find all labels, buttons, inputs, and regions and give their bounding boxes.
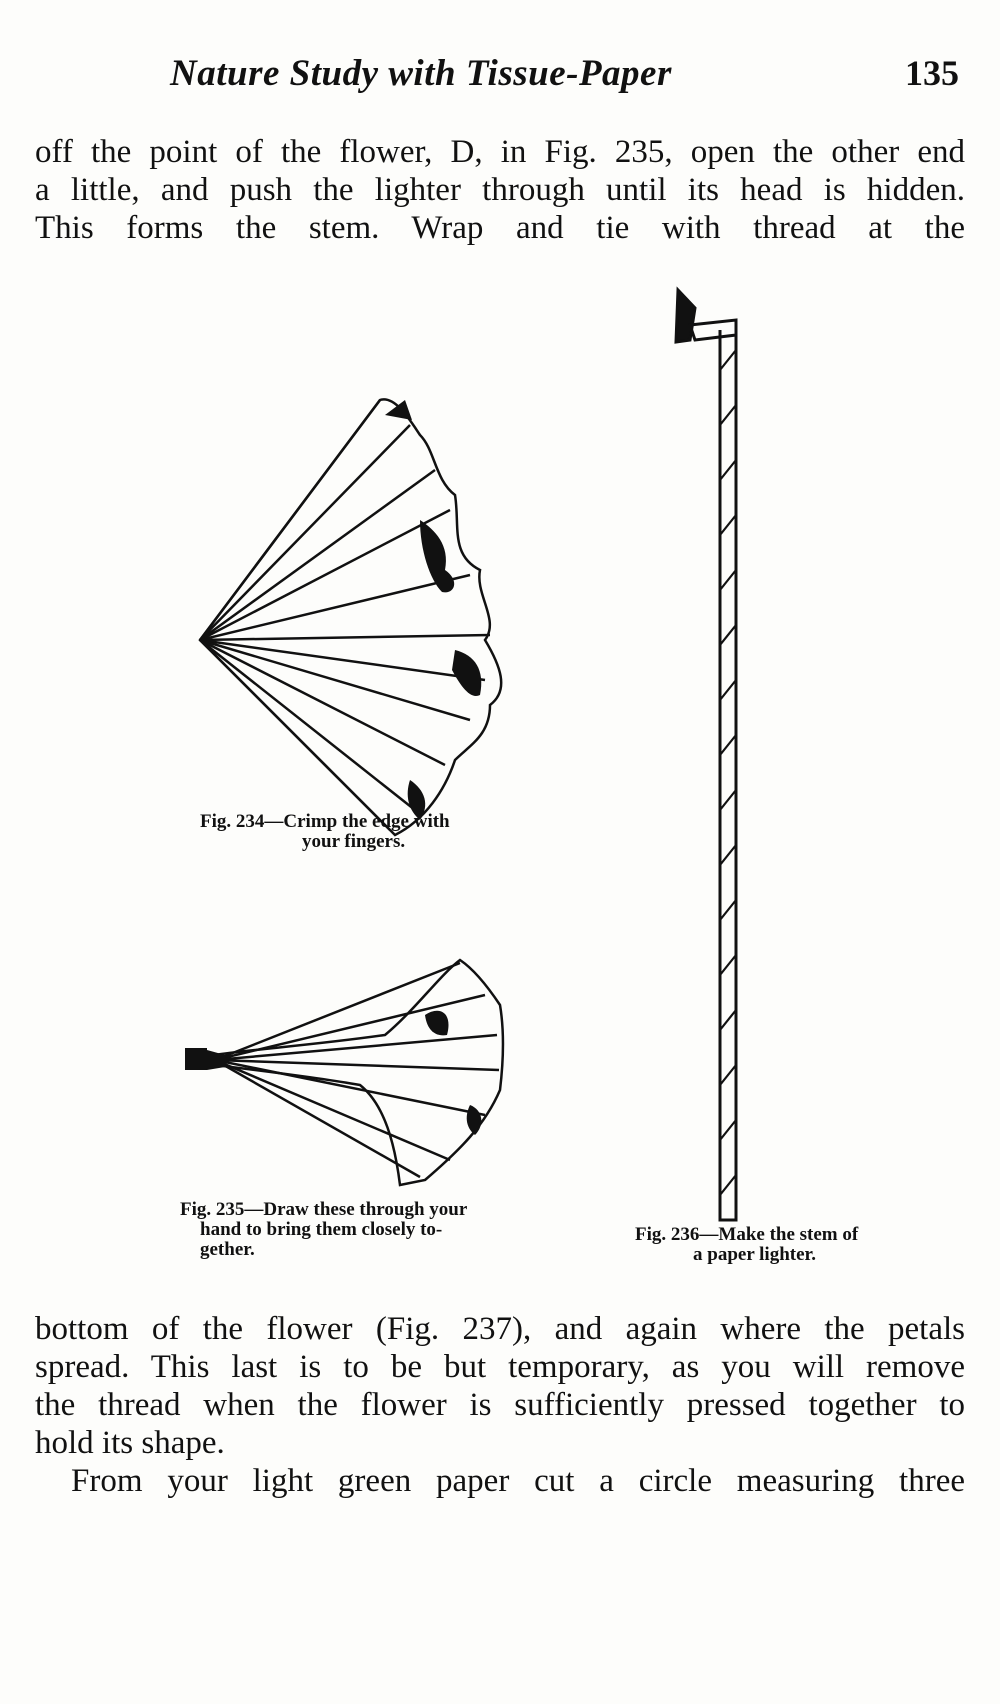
caption-line: gether. (200, 1239, 255, 1260)
text-line: a little, and push the lighter through until its head is hidden. (35, 172, 965, 208)
body-paragraph-bottom (35, 1310, 965, 1500)
text-line: This forms the stem. Wrap and tie with thread at the (35, 210, 965, 246)
fig-235-caption (180, 1200, 540, 1260)
fig-236-paper-lighter-illustration (650, 290, 770, 1230)
caption-line: Fig. 234—Crimp the edge with (200, 811, 450, 832)
caption-line: your fingers. (302, 831, 406, 852)
fig-234-crimped-flower-illustration (180, 380, 560, 850)
fig-235-gathered-flower-illustration (185, 955, 525, 1195)
text-line: spread. This last is to be but temporary, as you will remove (35, 1349, 965, 1385)
caption-line: hand to bring them closely to- (200, 1219, 443, 1240)
fig-234-caption (200, 812, 520, 852)
text-line: hold its shape. (35, 1425, 225, 1461)
caption-line: Fig. 235—Draw these through your (180, 1199, 468, 1220)
body-paragraph-top (35, 133, 965, 247)
text-line: From your light green paper cut a circle measuring three (71, 1463, 965, 1499)
running-title: Nature Study with Tissue-Paper (170, 53, 672, 94)
text-line: off the point of the flower, D, in Fig. 235, open the other end (35, 134, 965, 170)
fig-236-caption (635, 1225, 955, 1265)
caption-line: a paper lighter. (693, 1244, 816, 1265)
text-line: the thread when the flower is sufficiently pressed together to (35, 1387, 965, 1423)
page-number: 135 (905, 53, 959, 93)
text-line: bottom of the flower (Fig. 237), and again where the petals (35, 1311, 965, 1347)
caption-line: Fig. 236—Make the stem of (635, 1224, 859, 1245)
